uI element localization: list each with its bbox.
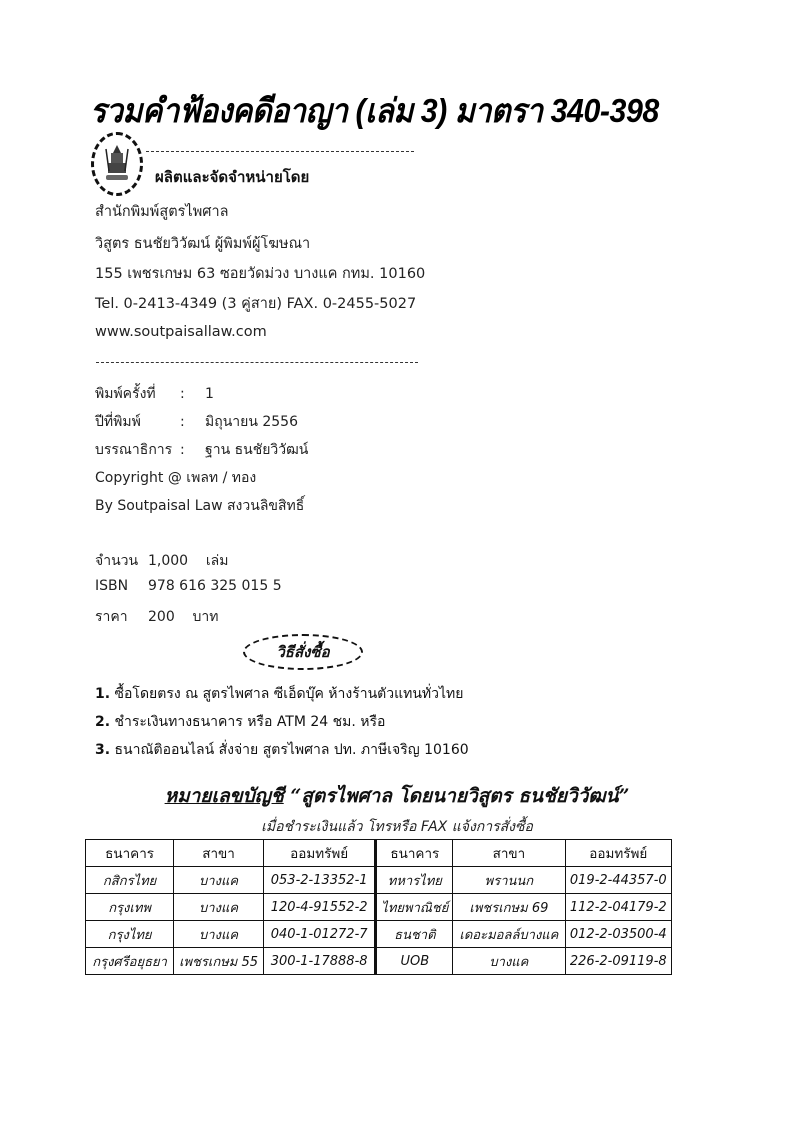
table-row [86, 921, 672, 948]
account-number: 300-1-17888-8 [263, 948, 376, 975]
col-branch: สาขา [453, 840, 565, 867]
book-title: รวมคำฟ้องคดีอาญา (เล่ม 3) มาตรา 340-398 [90, 92, 659, 129]
step-text: ซื้อโดยตรง ณ สูตรไพศาล ซีเอ็ดบุ๊ค ห้างร้านตัวแทนทั่วไทย [114, 686, 464, 702]
account-holder: “สูตรไพศาล โดยนายวิสูตร ธนชัยวิวัฒน์” [290, 785, 630, 807]
account-number: 012-2-03500-4 [565, 921, 671, 948]
bank-name: ไทยพาณิชย์ [376, 894, 453, 921]
publisher-website[interactable]: www.soutpaisallaw.com [95, 324, 267, 340]
colon: : [180, 442, 185, 458]
isbn-row [95, 578, 282, 594]
colon: : [180, 414, 185, 430]
editor-label: บรรณาธิการ [95, 442, 173, 458]
publisher-address: 155 เพชรเกษม 63 ซอยวัดม่วง บางแค กทม. 10160 [95, 266, 426, 282]
separator-middle [96, 362, 418, 363]
col-branch: สาขา [174, 840, 264, 867]
bank-name: UOB [376, 948, 453, 975]
table-row [86, 894, 672, 921]
editor-value: ฐาน ธนชัยวิวัฒน์ [205, 442, 309, 458]
branch-name: เพชรเกษม 55 [174, 948, 264, 975]
isbn-label: ISBN [95, 578, 129, 594]
print-edition-label: พิมพ์ครั้งที่ [95, 386, 156, 402]
publisher-name: สำนักพิมพ์สูตรไพศาล [95, 204, 229, 220]
bank-name: กรุงเทพ [86, 894, 174, 921]
print-edition-row [95, 383, 214, 405]
print-year-row [95, 411, 298, 433]
bank-name: ทหารไทย [376, 867, 453, 894]
col-savings: ออมทรัพย์ [263, 840, 376, 867]
account-subheading: เมื่อชำระเงินแล้ว โทรหรือ FAX แจ้งการสั่งซื้อ [261, 819, 533, 835]
branch-name: บางแค [453, 948, 565, 975]
producer-label: ผลิตและจัดจำหน่ายโดย [155, 168, 310, 186]
account-number: 226-2-09119-8 [565, 948, 671, 975]
branch-name: พรานนก [453, 867, 565, 894]
col-bank: ธนาคาร [86, 840, 174, 867]
order-step-3 [95, 739, 469, 761]
isbn-value: 978 616 325 015 5 [148, 578, 282, 594]
account-heading [0, 781, 794, 811]
branch-name: เพชรเกษม 69 [453, 894, 565, 921]
step-number: 3. [95, 742, 111, 758]
publisher-person: วิสูตร ธนชัยวิวัฒน์ ผู้พิมพ์ผู้โฆษณา [95, 236, 311, 252]
account-number: 112-2-04179-2 [565, 894, 671, 921]
order-step-2 [95, 711, 385, 733]
quantity-label: จำนวน [95, 553, 139, 569]
step-number: 2. [95, 714, 111, 730]
account-number: 120-4-91552-2 [263, 894, 376, 921]
bank-name: ธนชาติ [376, 921, 453, 948]
publisher-emblem-icon [91, 132, 143, 196]
account-heading-label: หมายเลขบัญชี [164, 785, 284, 807]
branch-name: บางแค [174, 867, 264, 894]
quantity-row [95, 550, 228, 572]
separator-top [146, 151, 414, 152]
branch-name: เดอะมอลล์บางแค [453, 921, 565, 948]
branch-name: บางแค [174, 894, 264, 921]
bank-name: กสิกรไทย [86, 867, 174, 894]
price-value: 200 บาท [148, 609, 219, 625]
bank-name: กรุงศรีอยุธยา [86, 948, 174, 975]
table-row [86, 948, 672, 975]
price-row [95, 606, 219, 628]
step-number: 1. [95, 686, 111, 702]
account-number: 019-2-44357-0 [565, 867, 671, 894]
table-header-row [86, 840, 672, 867]
copyright-line: Copyright @ เพลท / ทอง [95, 470, 257, 486]
colon: : [180, 386, 185, 402]
print-edition-value: 1 [205, 386, 214, 402]
quantity-value: 1,000 เล่ม [148, 553, 229, 569]
step-text: ชำระเงินทางธนาคาร หรือ ATM 24 ชม. หรือ [114, 714, 386, 730]
table-row [86, 867, 672, 894]
rights-line: By Soutpaisal Law สงวนลิขสิทธิ์ [95, 498, 305, 514]
account-number: 053-2-13352-1 [263, 867, 376, 894]
step-text: ธนาณัติออนไลน์ สั่งจ่าย สูตรไพศาล ปท. ภาษีเจริญ 10160 [114, 742, 469, 758]
ordering-heading: วิธีสั่งซื้อ [243, 634, 363, 670]
account-number: 040-1-01272-7 [263, 921, 376, 948]
col-savings: ออมทรัพย์ [565, 840, 671, 867]
editor-row [95, 439, 308, 461]
col-bank: ธนาคาร [376, 840, 453, 867]
publisher-contact: Tel. 0-2413-4349 (3 คู่สาย) FAX. 0-2455-5027 [95, 296, 417, 312]
bank-name: กรุงไทย [86, 921, 174, 948]
branch-name: บางแค [174, 921, 264, 948]
order-step-1 [95, 683, 463, 705]
print-year-label: ปีที่พิมพ์ [95, 414, 141, 430]
bank-accounts-table [85, 839, 672, 975]
price-label: ราคา [95, 609, 128, 625]
print-year-value: มิถุนายน 2556 [205, 414, 298, 430]
